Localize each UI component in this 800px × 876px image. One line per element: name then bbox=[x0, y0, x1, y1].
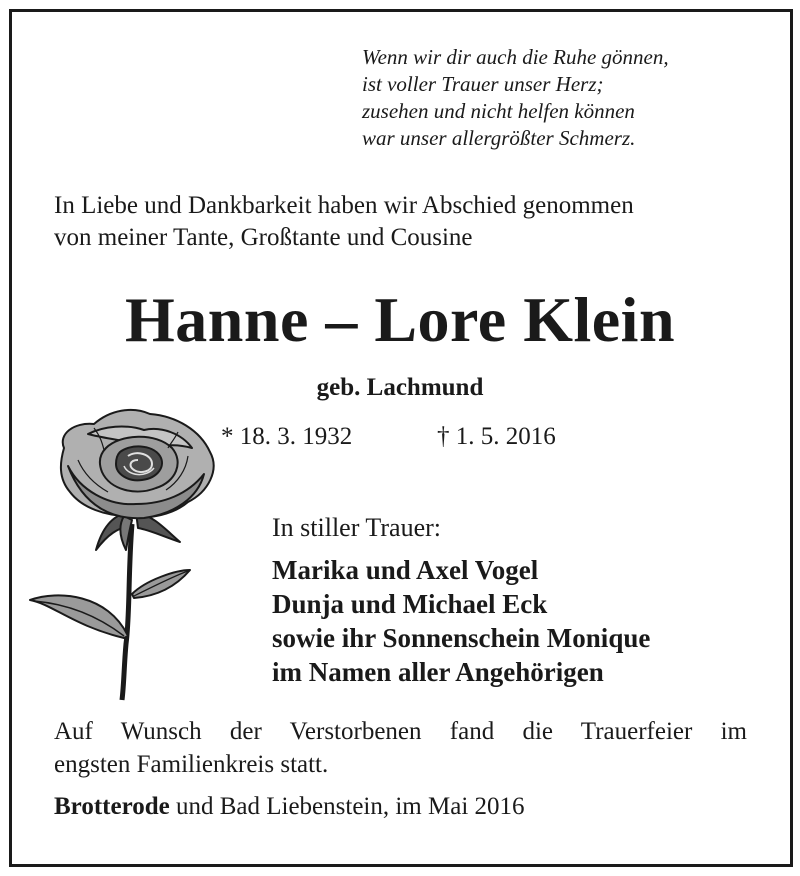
intro-text bbox=[54, 190, 634, 254]
poem-line: war unser allergrößter Schmerz. bbox=[362, 126, 636, 150]
intro-line: von meiner Tante, Großtante und Cousine bbox=[54, 224, 473, 251]
mourner-line: Marika und Axel Vogel bbox=[272, 555, 539, 585]
rose-stem bbox=[122, 524, 132, 700]
note-line: engsten Familienkreis statt. bbox=[54, 751, 329, 778]
place-date-rest: und Bad Liebenstein, im Mai 2016 bbox=[169, 793, 525, 820]
memorial-poem bbox=[362, 44, 669, 152]
mourner-line: sowie ihr Sonnenschein Monique bbox=[272, 623, 651, 653]
death-date: † 1. 5. 2016 bbox=[437, 423, 556, 450]
funeral-note bbox=[54, 715, 747, 781]
place-date-line bbox=[54, 790, 525, 823]
birth-name: geb. Lachmund bbox=[316, 374, 484, 401]
intro-line: In Liebe und Dankbarkeit haben wir Abschied genommen bbox=[54, 192, 634, 219]
mourner-line: Dunja und Michael Eck bbox=[272, 589, 548, 619]
poem-line: zusehen und nicht helfen können bbox=[362, 99, 635, 123]
mourner-line: im Namen aller Angehörigen bbox=[272, 657, 604, 687]
birth-date: * 18. 3. 1932 bbox=[221, 423, 353, 450]
mourning-label: In stiller Trauer: bbox=[272, 513, 441, 542]
note-line: Auf Wunsch der Verstorbenen fand die Trauerfeier im bbox=[54, 718, 747, 745]
poem-line: ist voller Trauer unser Herz; bbox=[362, 72, 604, 96]
rose-icon bbox=[28, 404, 218, 704]
town-name: Brotterode bbox=[54, 793, 170, 820]
deceased-name: Hanne – Lore Klein bbox=[124, 284, 676, 355]
mourners-list bbox=[272, 553, 650, 689]
poem-line: Wenn wir dir auch die Ruhe gönnen, bbox=[362, 45, 669, 69]
